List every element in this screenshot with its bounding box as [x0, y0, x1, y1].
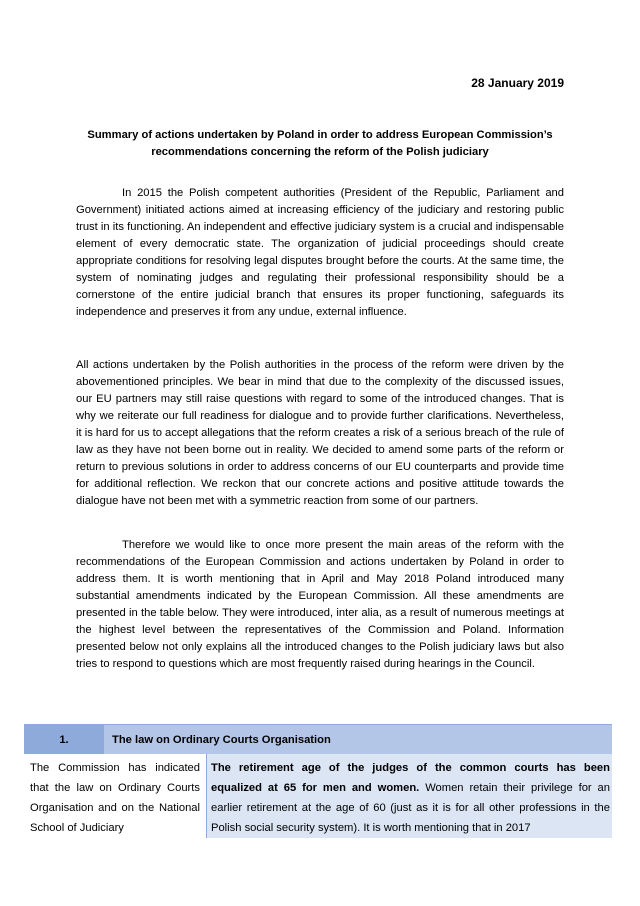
paragraph-intro: In 2015 the Polish competent authorities (President of the Republic, Parliament and Government) initiated actions aimed at increasing efficiency of the judiciary and restoring public trust in its functioning. An independent and effective judiciary system is a crucial and indispensable element of every democratic state. The organization of judicial proceedings should create appropriate conditions for resolving legal disputes brought before the courts. At the same time, the system of nominating judges and regulating their professional responsibility should be a cornerstone of the entire judicial branch that ensures its proper functioning, safeguards its independence and preserves it from any undue, external influence.: [76, 187, 564, 318]
paragraph-actions: All actions undertaken by the Polish authorities in the process of the reform were driven by the abovementioned principles. We bear in mind that due to the complexity of the discussed issues, our EU partners may still raise questions with regard to some of the introduced changes. That is why we reiterate our full readiness for dialogue and to provide further clarifications. Nevertheless, it is hard for us to accept allegations that the reform creates a risk of a serious breach of the rule of law as they have not been borne out in reality. We decided to amend some parts of the reform or return to previous solutions in order to address concerns of our EU counterparts and provide time for additional reflection. We reckon that our concrete actions and positive attitude towards the dialogue have not been met with a symmetric reaction from some of our partners.: [76, 359, 564, 507]
document-title: Summary of actions undertaken by Poland in order to address European Commission’s recommendations concerning the reform of the Polish judiciary: [87, 129, 553, 158]
paragraph-summary: Therefore we would like to once more present the main areas of the reform with the recommendations of the European Commission and actions undertaken by Poland in order to address them. It is worth mentioning that in April and May 2018 Poland introduced many substantial amendments indicated by the European Commission. All these amendments are presented in the table below. They were introduced, inter alia, as a result of numerous meetings at the highest level between the representatives of the Commission and Poland. Information presented below not only explains all the introduced changes to the Polish judiciary laws but also tries to respond to questions which are most frequently raised during hearings in the Council.: [76, 539, 564, 670]
section-heading: The law on Ordinary Courts Organisation: [112, 733, 331, 746]
section-number: 1.: [24, 725, 104, 754]
table-row: [24, 754, 612, 838]
commission-recommendation-cell: The Commission has indicated that the law on Ordinary Courts Organisation and on the National School of Judiciary: [24, 754, 206, 838]
table-header-row: [24, 724, 612, 754]
action-detail-text: Women retain their privilege for an earlier retirement at the age of 60 (just as it is for all other professions in the Polish social security system). It is worth mentioning that in 2017: [211, 782, 610, 834]
reform-table: [24, 724, 612, 838]
action-highlight-text: The retirement age of the judges of the common courts has been equalized at 65 for men and women.: [211, 762, 610, 794]
poland-action-cell: [206, 754, 612, 838]
document-date: 28 January 2019: [471, 76, 564, 90]
